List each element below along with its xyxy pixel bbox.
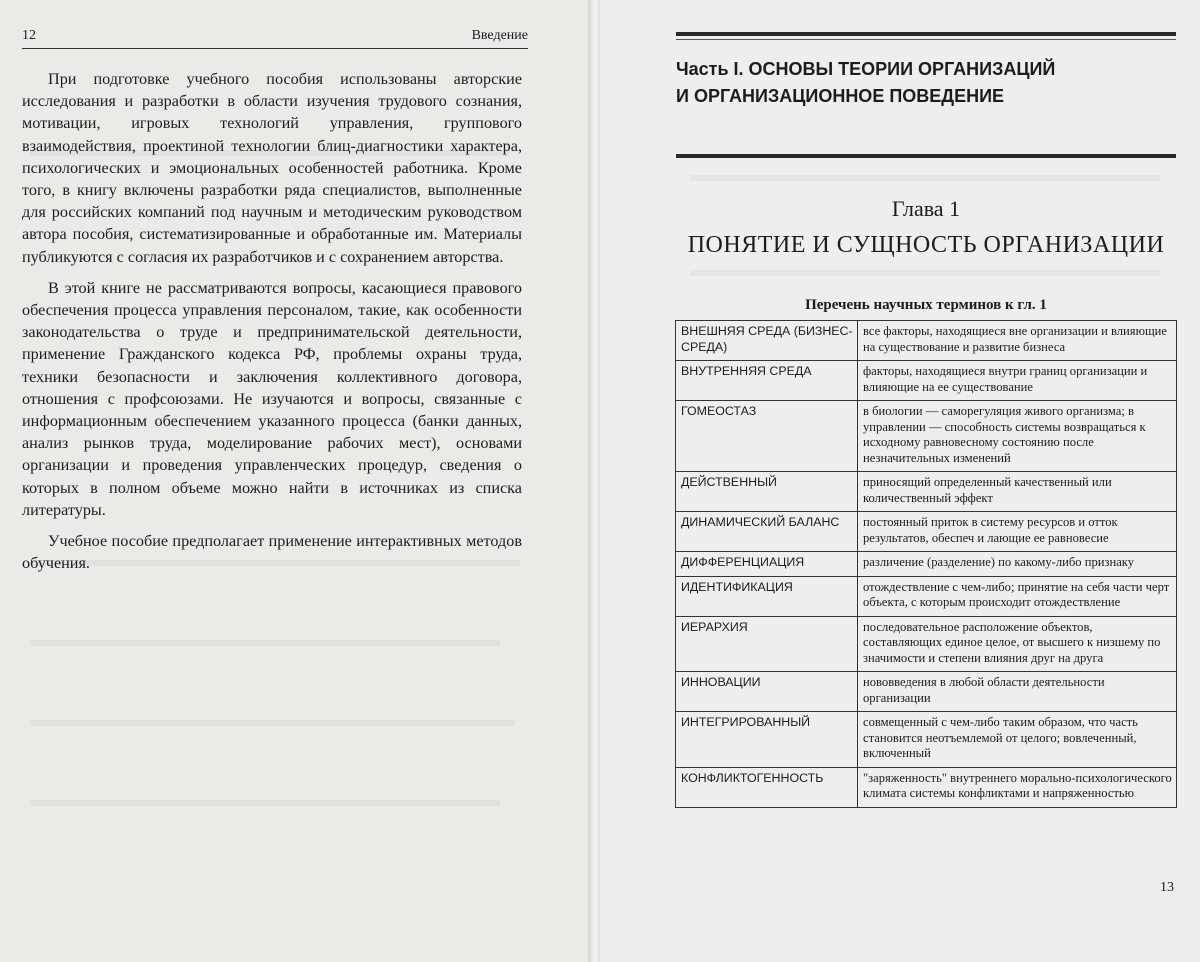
- definition-cell: все факторы, находящиеся вне организации и влияющие на существование и развитие бизнеса: [858, 321, 1177, 361]
- terms-heading: Перечень научных терминов к гл. 1: [805, 297, 1047, 313]
- part-title: [676, 56, 1176, 110]
- table-row: [676, 576, 1177, 616]
- table-row: [676, 552, 1177, 577]
- definition-cell: нововведения в любой области деятельности организации: [858, 672, 1177, 712]
- term-cell: ИНТЕГРИРОВАННЫЙ: [676, 712, 858, 768]
- page-number-right: 13: [1160, 880, 1174, 895]
- right-page: [600, 0, 1200, 962]
- definition-cell: отождествление с чем-либо; принятие на себя части черт объекта, с которым происходит отождествление: [858, 576, 1177, 616]
- definition-cell: различение (разделение) по какому-либо признаку: [858, 552, 1177, 577]
- page-number-left: 12: [22, 28, 36, 43]
- paragraph-3: Учебное пособие предполагает применение интерактивных методов обучения.: [22, 532, 522, 573]
- intro-body: [22, 68, 522, 583]
- definition-cell: в биологии — саморегуляция живого организма; в управлении — способность системы возвращаться к исходному равновесному состоянию после незначительных изменений: [858, 401, 1177, 472]
- top-rule-thin: [676, 39, 1176, 40]
- definition-cell: факторы, находящиеся внутри границ организации и влияющие на ее существование: [858, 361, 1177, 401]
- term-cell: ДЕЙСТВЕННЫЙ: [676, 472, 858, 512]
- terms-table: [675, 320, 1177, 808]
- paragraph-1: При подготовке учебного пособия использованы авторские исследования и разработки в области изучения трудового сознания, мотивации, игровых технологий управления, группового взаимодействия, проектиной технологии блиц-диагностики характера, психологических и эмоциональных особенностей работника. Кроме того, в книгу включены разработки ряда специалистов, выполненные для российских компаний под научным и методическим руководством автора пособия, систематизированные и обработанные им. Материалы публикуются с согласия их разработчиков и с сохранением авторства.: [22, 70, 522, 266]
- part-title-rule: [676, 154, 1176, 158]
- term-cell: ВНЕШНЯЯ СРЕДА (БИЗНЕС-СРЕДА): [676, 321, 858, 361]
- term-cell: ДИФФЕРЕНЦИАЦИЯ: [676, 552, 858, 577]
- table-row: [676, 512, 1177, 552]
- table-row: [676, 472, 1177, 512]
- left-page: [0, 0, 588, 962]
- term-cell: ВНУТРЕННЯЯ СРЕДА: [676, 361, 858, 401]
- definition-cell: постоянный приток в систему ресурсов и отток результатов, обеспеч и лающие ее равновесие: [858, 512, 1177, 552]
- part-title-line-1: Часть I. ОСНОВЫ ТЕОРИИ ОРГАНИЗАЦИЙ: [676, 59, 1056, 79]
- definition-cell: последовательное расположение объектов, составляющих единое целое, от высшего к низшему по значимости и степени влияния друг на друга: [858, 616, 1177, 672]
- definition-cell: совмещенный с чем-либо таким образом, что часть становится неотъемлемой от целого; вовлеченный, включенный: [858, 712, 1177, 768]
- term-cell: ИЕРАРХИЯ: [676, 616, 858, 672]
- paragraph-2: В этой книге не рассматриваются вопросы, касающиеся правового обеспечения процесса управления персоналом, такие, как особенности законодательства о труде и предпринимательской деятельности, применение Гражданского кодекса РФ, проблемы охраны труда, техники безопасности и заключения коллективного договора, отношения с профсоюзами. Не изучаются и вопросы, связанные с информационным обеспечением указанного процесса (банки данных, анализ рынков труда, моделирование рабочих мест), основами организации и проведения управленческих процедур, сведения о которых в полном объеме можно найти в источниках из списка литературы.: [22, 278, 522, 519]
- table-row: [676, 361, 1177, 401]
- running-header: [22, 28, 528, 49]
- top-rule: [676, 32, 1176, 36]
- term-cell: КОНФЛИКТОГЕННОСТЬ: [676, 767, 858, 807]
- table-row: [676, 672, 1177, 712]
- book-gutter: [588, 0, 600, 962]
- table-row: [676, 321, 1177, 361]
- definition-cell: приносящий определенный качественный или количественный эффект: [858, 472, 1177, 512]
- term-cell: ИДЕНТИФИКАЦИЯ: [676, 576, 858, 616]
- table-row: [676, 767, 1177, 807]
- table-row: [676, 616, 1177, 672]
- term-cell: ГОМЕОСТАЗ: [676, 401, 858, 472]
- part-title-line-2: И ОРГАНИЗАЦИОННОЕ ПОВЕДЕНИЕ: [676, 86, 1005, 106]
- term-cell: ИННОВАЦИИ: [676, 672, 858, 712]
- term-cell: ДИНАМИЧЕСКИЙ БАЛАНС: [676, 512, 858, 552]
- table-row: [676, 712, 1177, 768]
- chapter-number: Глава 1: [891, 196, 961, 221]
- chapter-title: ПОНЯТИЕ И СУЩНОСТЬ ОРГАНИЗАЦИИ: [687, 232, 1165, 258]
- table-row: [676, 401, 1177, 472]
- running-title: Введение: [471, 28, 528, 43]
- definition-cell: "заряженность" внутреннего морально-психологического климата системы конфликтами и напряженностью: [858, 767, 1177, 807]
